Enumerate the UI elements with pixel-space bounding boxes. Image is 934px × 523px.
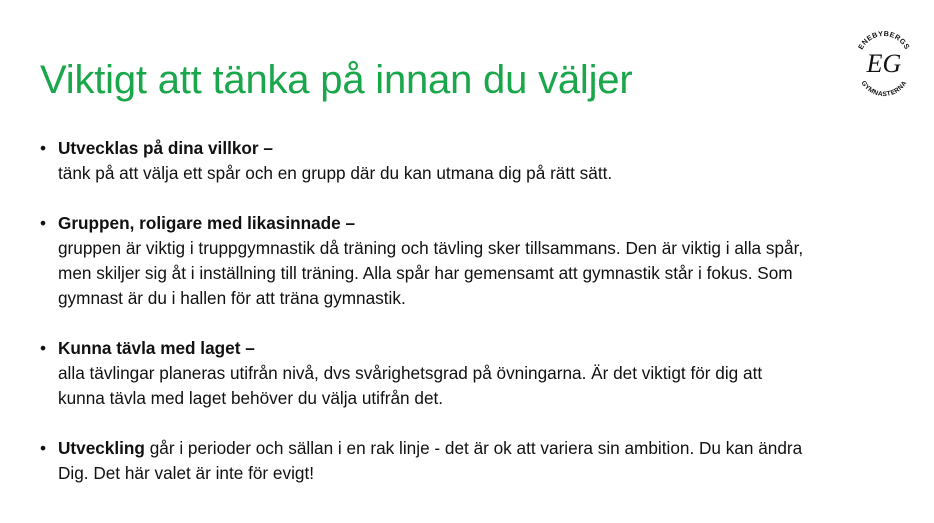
bullet-heading: Utveckling <box>58 438 145 458</box>
bullet-heading: Kunna tävla med laget – <box>58 338 255 358</box>
bullet-dot: • <box>40 438 47 458</box>
bullet-item <box>40 436 920 486</box>
bullet-text-line: gymnast är du i hallen för att träna gymnastik. <box>58 288 406 308</box>
bullet-dot: • <box>40 338 47 358</box>
svg-text:GYMNASTERNA <box>859 80 908 98</box>
bullet-item <box>40 136 920 186</box>
bullet-dot: • <box>40 213 47 233</box>
slide-title: Viktigt att tänka på innan du väljer <box>40 58 633 102</box>
bullet-heading: Utvecklas på dina villkor – <box>58 138 273 158</box>
bullet-item <box>40 336 920 411</box>
bullet-list <box>40 136 920 511</box>
bullet-text-line: Dig. Det här valet är inte för evigt! <box>58 463 315 483</box>
bullet-dot: • <box>40 138 47 158</box>
bullet-heading: Gruppen, roligare med likasinnade – <box>58 213 356 233</box>
bullet-inline-text: går i perioder och sällan i en rak linje - det är ok att variera sin ambition. Du kan ändra <box>144 438 803 458</box>
bullet-item <box>40 211 920 311</box>
bullet-text-line: men skiljer sig åt i inställning till träning. Alla spår har gemensamt att gymnastik står i fokus. Som <box>58 263 793 283</box>
bullet-text-line: kunna tävla med laget behöver du välja utifrån det. <box>58 388 444 408</box>
club-logo <box>852 26 916 102</box>
logo-bottom-text: GYMNASTERNA <box>859 79 909 99</box>
bullet-text-line: alla tävlingar planeras utifrån nivå, dvs svårighetsgrad på övningarna. Är det viktigt för dig att <box>58 363 763 383</box>
logo-monogram: EG <box>866 49 902 78</box>
bullet-text-line: tänk på att välja ett spår och en grupp där du kan utmana dig på rätt sätt. <box>58 163 613 183</box>
svg-text:ENEBYBERGS <box>856 29 912 51</box>
logo-top-text: ENEBYBERGS <box>856 28 912 51</box>
bullet-text-line: gruppen är viktig i truppgymnastik då träning och tävling sker tillsammans. Den är viktig i alla spår, <box>58 238 804 258</box>
